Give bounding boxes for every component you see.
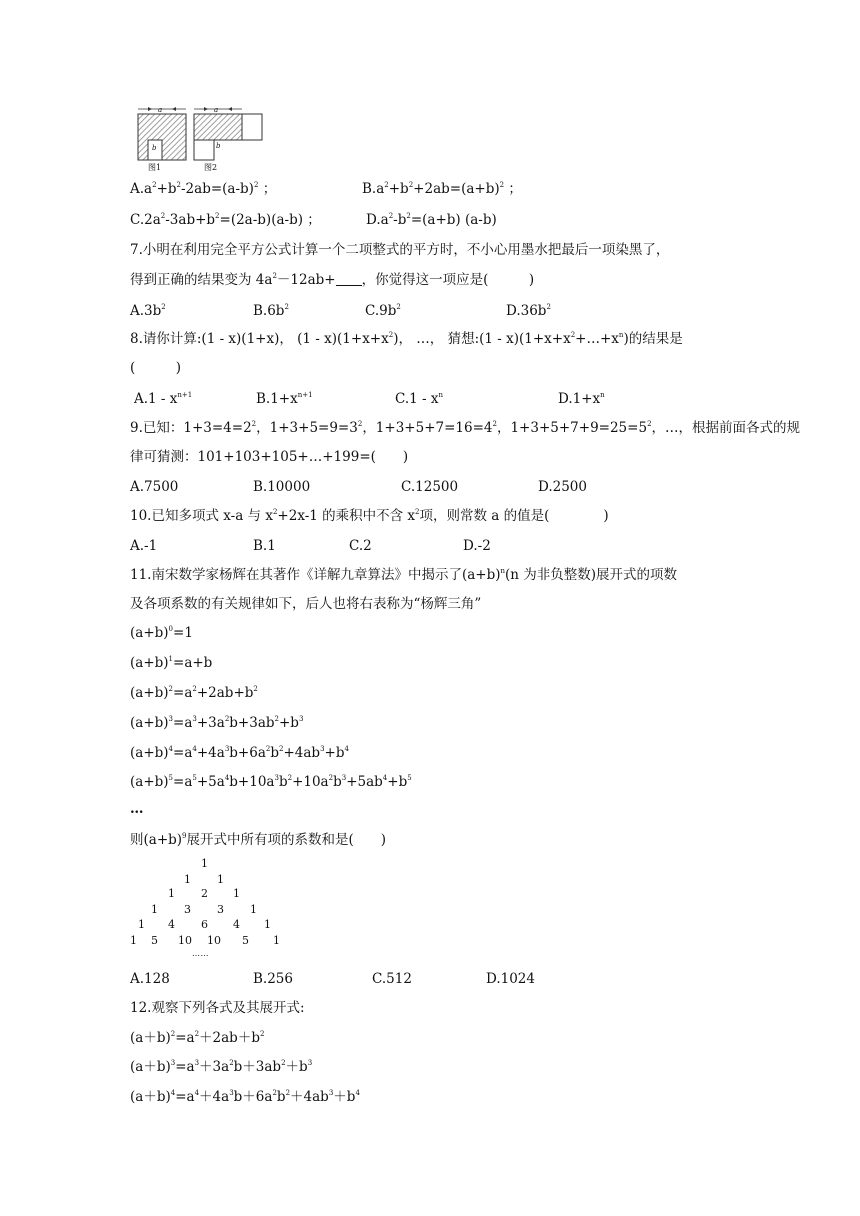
q6-option-b: $B.a^2+b^2+2ab=(a+b)^2$ ； — [362, 181, 522, 197]
triangle-entry: 1 — [233, 887, 240, 900]
triangle-entry: 1 — [201, 857, 208, 870]
q8-stem-line1: 8.请你计算:(1 - x)(1+x)， $(1 - x)(1+x+x^2)$， …， 猜想:(1 - $x)(1+x+x^2+\dots+x^n)$的结果是 — [130, 331, 683, 347]
q11-option-d: D.1024 — [486, 971, 535, 987]
q6-option-c: $C.2a^2-3ab+b^2=(2a-b)(a-b)$ ； — [130, 212, 321, 228]
triangle-entry: 1 — [138, 918, 145, 931]
q9-stem-line2: 律可猜测：101+103+105+…+199=( ) — [130, 449, 409, 465]
q10-option-a: A.-1 — [130, 538, 158, 554]
q6-option-d: $D.a^2-b^2=(a+b)$ (a-b) — [366, 212, 497, 228]
expansion-power-4: $(a+b)^4=a^4+4a^3b+6a^2b^2+4ab^3+b^4$ — [130, 745, 349, 761]
figure-2 — [194, 106, 262, 172]
q11-option-a: A.128 — [130, 971, 170, 987]
q11-question: 则$(a+b)^9$展开式中所有项的系数和是( ) — [130, 832, 387, 848]
triangle-entry: 10 — [207, 934, 221, 947]
figure-1 — [138, 106, 186, 172]
triangle-entry: 1 — [168, 887, 175, 900]
q7-stem-line1: 7.小明在利用完全平方公式计算一个二项整式的平方时，不小心用墨水把最后一项染黑了， — [130, 242, 670, 258]
q12-stem: 12.观察下列各式及其展开式: — [130, 1000, 305, 1016]
q8-option-b: $B.1+x^{n+1}$ — [256, 391, 313, 407]
q8-option-d: $D.1+x^n$ — [558, 391, 605, 407]
triangle-entry: 4 — [233, 918, 240, 931]
square-diagram-figure — [136, 104, 266, 172]
yang-hui-triangle — [128, 856, 288, 960]
triangle-ellipsis: …… — [192, 949, 209, 958]
triangle-entry: 1 — [184, 873, 191, 886]
q10-option-b: B.1 — [253, 538, 276, 554]
triangle-entry: 1 — [264, 918, 271, 931]
triangle-entry: 3 — [184, 903, 191, 916]
figure-2-label-a: a — [214, 106, 219, 114]
q7-option-d: $D.36b^2$ — [506, 303, 551, 319]
triangle-entry: 5 — [151, 934, 158, 947]
q7-option-a: $A.3b^2$ — [130, 303, 166, 319]
q10-option-d: D.-2 — [463, 538, 491, 554]
q11-stem-line1: 11.南宋数学家杨辉在其著作《详解九章算法》中揭示了$(a+b)^n(n$ 为非负整数)展开式的项数 — [130, 567, 678, 583]
triangle-entry: 1 — [130, 934, 137, 947]
expansion-power-0: $(a+b)^0=1$ — [130, 625, 193, 641]
triangle-entry: 1 — [217, 873, 224, 886]
q9-stem-line1: 9.已知：$1+3=4=2^2$，$1+3+5=9=3^2$，$1+3+5+7=16=4^2$，$1+3+5+7+9=25=5^2$，…，根据前面各式的规 — [130, 420, 801, 436]
triangle-entry: 1 — [151, 903, 158, 916]
q8-stem-line2: ( ) — [130, 360, 182, 376]
q10-option-c: C.2 — [349, 538, 372, 554]
triangle-entry: 10 — [178, 934, 192, 947]
q11-option-b: B.256 — [253, 971, 293, 987]
triangle-entry: 1 — [250, 903, 257, 916]
triangle-entry: 3 — [217, 903, 224, 916]
q7-option-c: $C.9b^2$ — [365, 303, 401, 319]
triangle-entry: 2 — [201, 887, 208, 900]
triangle-entry: 1 — [273, 934, 280, 947]
q9-option-d: D.2500 — [538, 479, 587, 495]
expansion-power-2: $(a+b)^2=a^2+2ab+b^2$ — [130, 685, 258, 701]
q11-stem-line2: 及各项系数的有关规律如下，后人也将右表称为“杨辉三角” — [130, 596, 482, 612]
answer-blank — [336, 273, 362, 286]
triangle-entry: 6 — [201, 918, 208, 931]
q8-option-a: $A.1 - x^{n+1}$ — [134, 391, 193, 407]
q12-expansion-4: $(a+b)^4=a^4+4a^3b+6a^2b^2+4ab^3+b^4$ — [130, 1089, 360, 1105]
expansion-power-5: $(a+b)^5=a^5+5a^4b+10a^3b^2+10a^2b^3+5ab^4+b^5$ — [130, 774, 412, 790]
q12-expansion-3: $(a+b)^3=a^3+3a^2b+3ab^2+b^3$ — [130, 1059, 313, 1075]
expansion-power-1: $(a+b)^1=a+b$ — [130, 655, 213, 671]
q7-option-b: $B.6b^2$ — [253, 303, 289, 319]
expansion-ellipsis: … — [130, 801, 144, 817]
figure-1-caption: 图1 — [148, 163, 162, 172]
figure-2-label-b: b — [216, 142, 221, 150]
q8-option-c: $C.1 - x^n$ — [395, 391, 444, 407]
q7-stem-line2: 得到正确的结果变为 $4a^2-12ab+$ ，你觉得这一项应是( ) — [130, 272, 535, 288]
figure-1-label-a: a — [158, 106, 163, 114]
q12-expansion-2: $(a+b)^2=a^2+2ab+b^2$ — [130, 1030, 265, 1046]
triangle-entry: 5 — [242, 934, 249, 947]
triangle-entry: 4 — [168, 918, 175, 931]
figure-2-caption: 图2 — [204, 163, 218, 172]
q10-stem: 10.已知多项式 x-a 与 $x^2+2x-1$ 的乘积中不含 $x^2$项，则常数 a 的值是( ) — [130, 508, 609, 524]
q9-option-b: B.10000 — [253, 479, 311, 495]
q6-option-a: $A.a^2+b^2-2ab=(a-b)^2$ ； — [130, 181, 277, 197]
q9-option-c: C.12500 — [401, 479, 459, 495]
figure-1-label-b: b — [152, 144, 157, 152]
q9-option-a: A.7500 — [130, 479, 179, 495]
q11-option-c: C.512 — [372, 971, 412, 987]
expansion-power-3: $(a+b)^3=a^3+3a^2b+3ab^2+b^3$ — [130, 715, 304, 731]
